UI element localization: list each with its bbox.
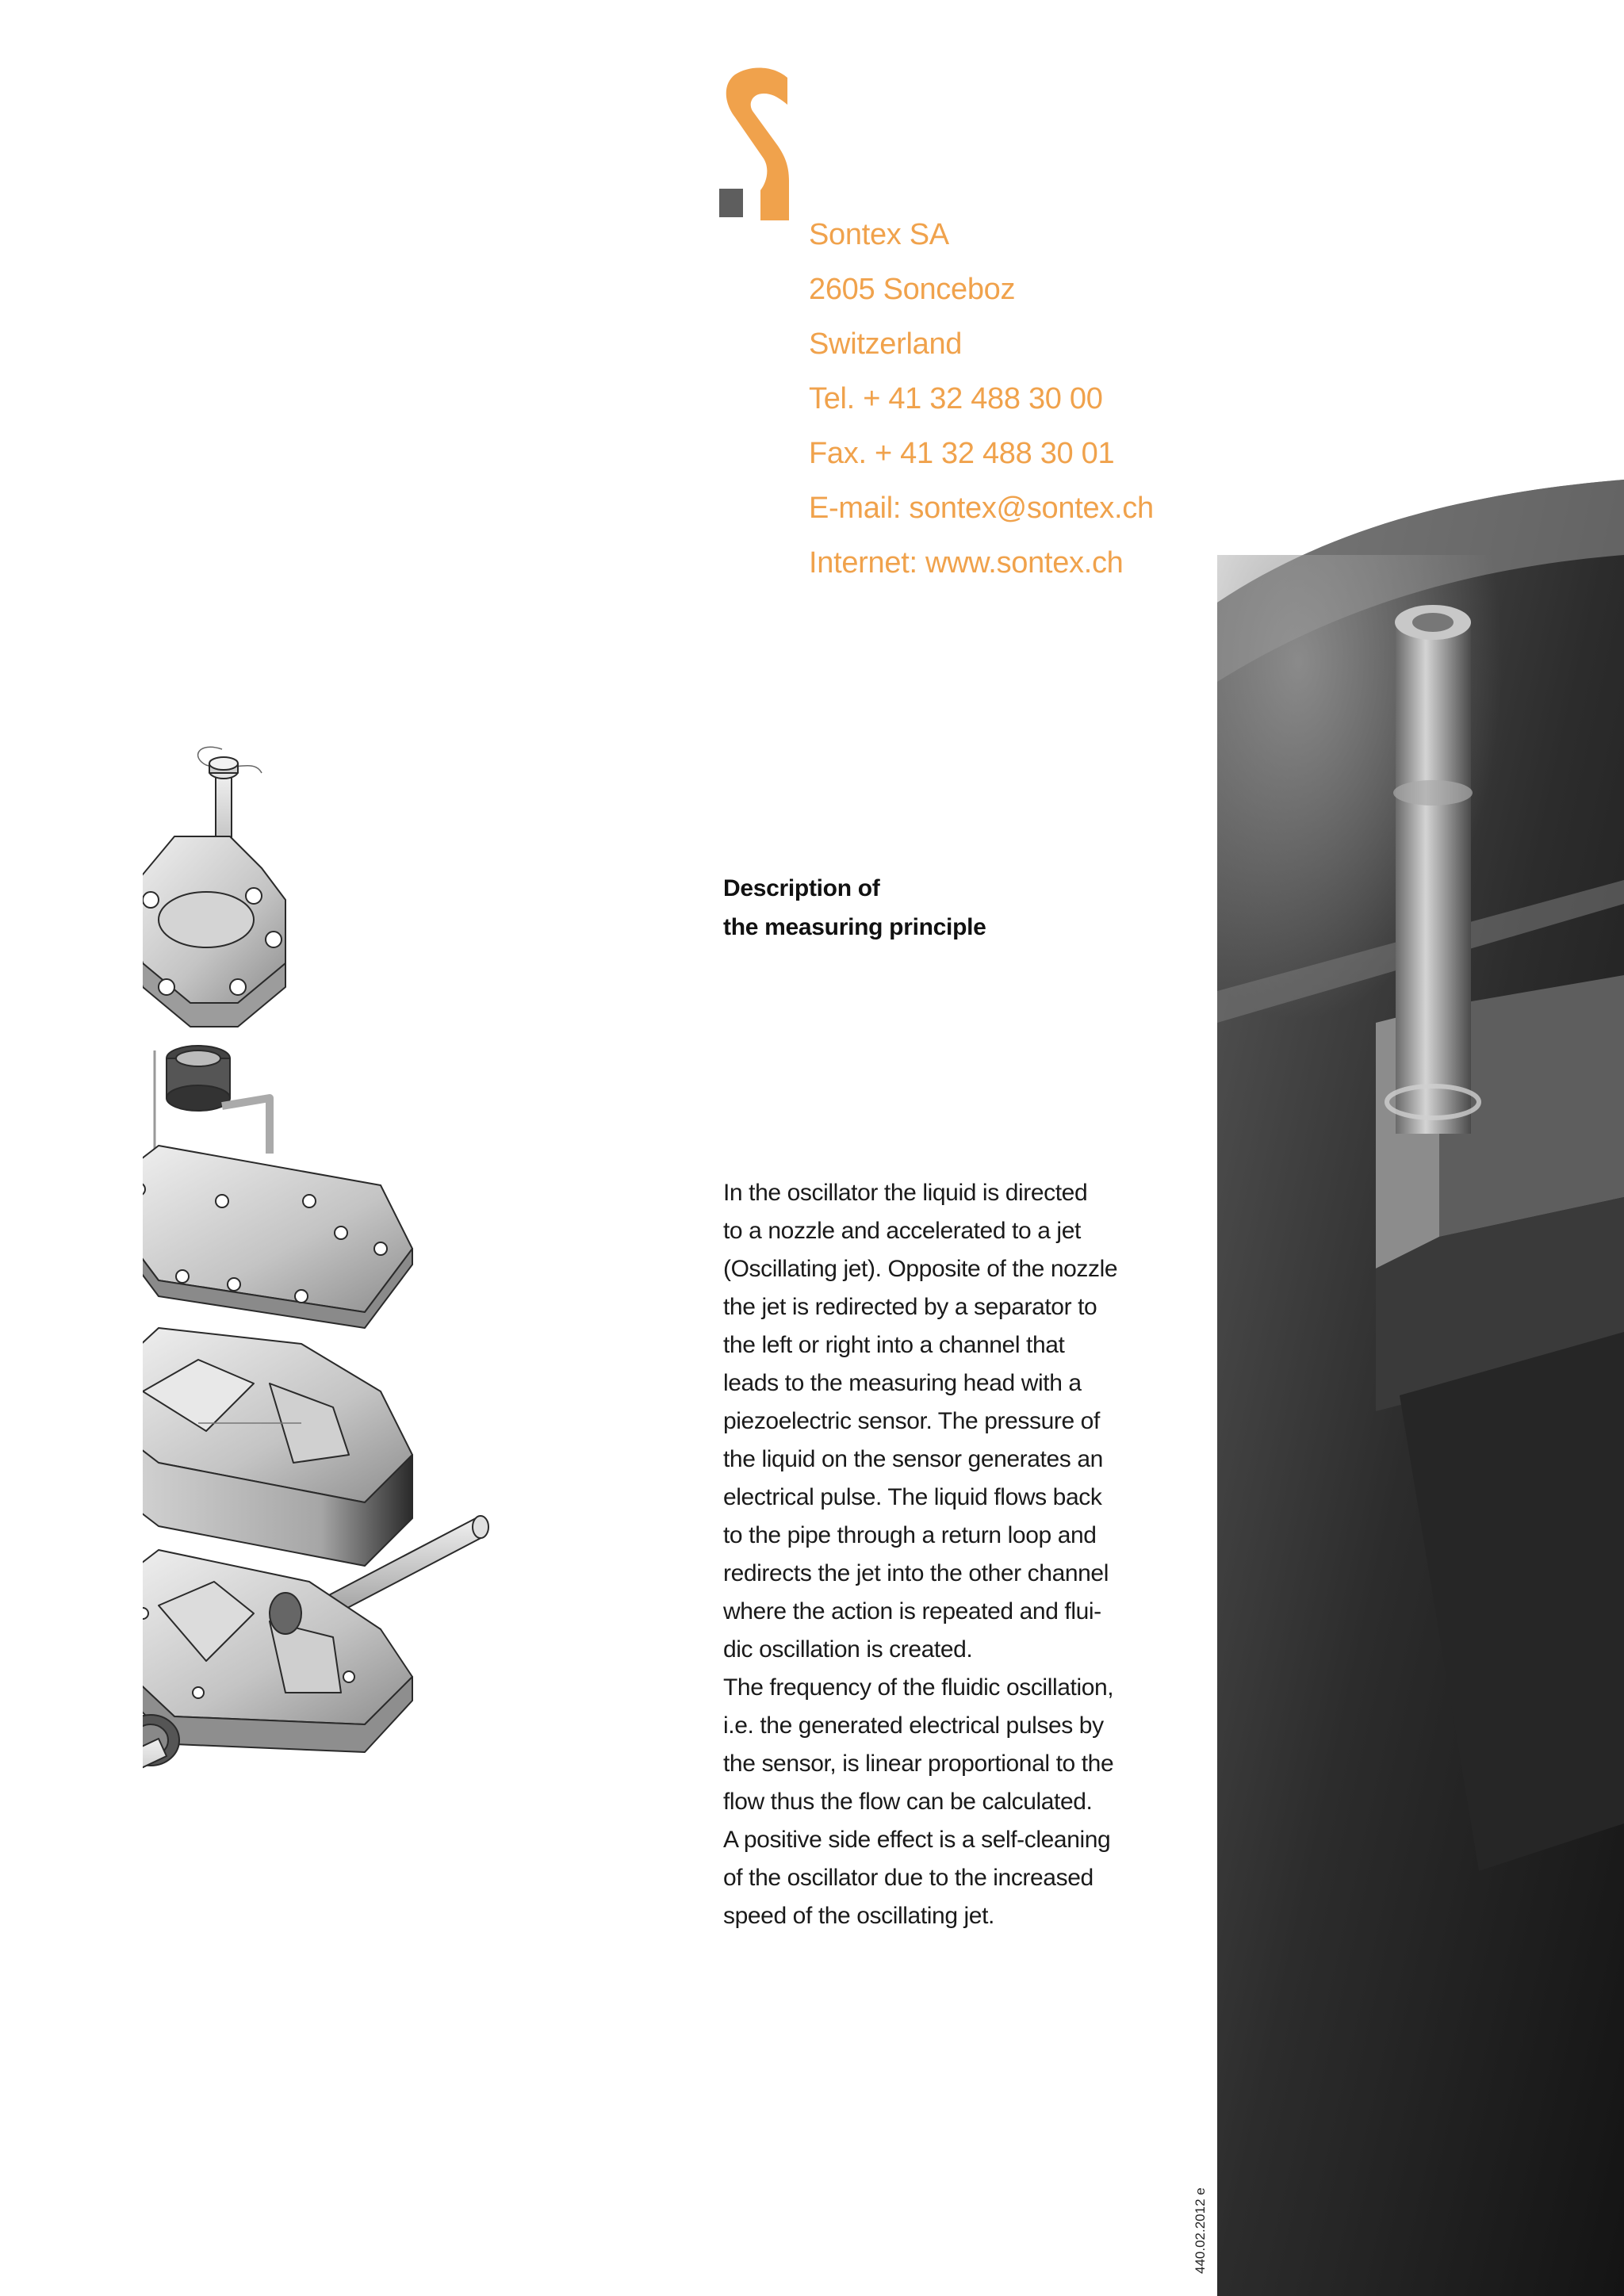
body-line: In the oscillator the liquid is directed	[723, 1180, 1088, 1206]
body-line: redirects the jet into the other channel	[723, 1560, 1109, 1586]
internet-line: Internet: www.sontex.ch	[809, 546, 1124, 580]
body-line: leads to the measuring head with a	[723, 1370, 1082, 1396]
company-name: Sontex SA	[809, 218, 949, 251]
body-line: the sensor, is linear proportional to the	[723, 1751, 1114, 1777]
section-heading	[723, 869, 1199, 947]
body-line: where the action is repeated and flui-	[723, 1598, 1101, 1624]
fax-line: Fax. + 41 32 488 30 01	[809, 437, 1115, 470]
body-line: piezoelectric sensor. The pressure of	[723, 1408, 1100, 1434]
email-line: E-mail: sontex@sontex.ch	[809, 492, 1154, 525]
document-code: 440.02.2012 e	[1193, 2187, 1208, 2274]
body-line: the jet is redirected by a separator to	[723, 1294, 1097, 1320]
body-line: i.e. the generated electrical pulses by	[723, 1712, 1104, 1739]
oscillator-closeup-photo	[1217, 0, 1624, 2296]
body-line: electrical pulse. The liquid flows back	[723, 1484, 1102, 1510]
body-line: dic oscillation is created.	[723, 1636, 973, 1663]
body-line: to the pipe through a return loop and	[723, 1522, 1097, 1548]
tel-line: Tel. + 41 32 488 30 00	[809, 382, 1103, 415]
body-line: flow thus the flow can be calculated.	[723, 1789, 1093, 1815]
heading-line-2: the measuring principle	[723, 914, 986, 940]
body-line: The frequency of the fluidic oscillation,	[723, 1674, 1114, 1701]
body-line: to a nozzle and accelerated to a jet	[723, 1218, 1081, 1244]
heading-line-1: Description of	[723, 875, 880, 901]
body-line: (Oscillating jet). Opposite of the nozzle	[723, 1256, 1118, 1282]
oscillator-exploded-view-illustration	[143, 725, 650, 1875]
body-line: the liquid on the sensor generates an	[723, 1446, 1103, 1472]
sontex-s-logo	[718, 62, 789, 220]
address-block	[809, 208, 1213, 591]
body-line: of the oscillator due to the increased	[723, 1865, 1094, 1891]
country-line: Switzerland	[809, 327, 963, 361]
body-text	[723, 1174, 1207, 1935]
body-line: the left or right into a channel that	[723, 1332, 1065, 1358]
body-line: speed of the oscillating jet.	[723, 1903, 994, 1929]
city-line: 2605 Sonceboz	[809, 273, 1016, 306]
body-line: A positive side effect is a self-cleaning	[723, 1827, 1111, 1853]
